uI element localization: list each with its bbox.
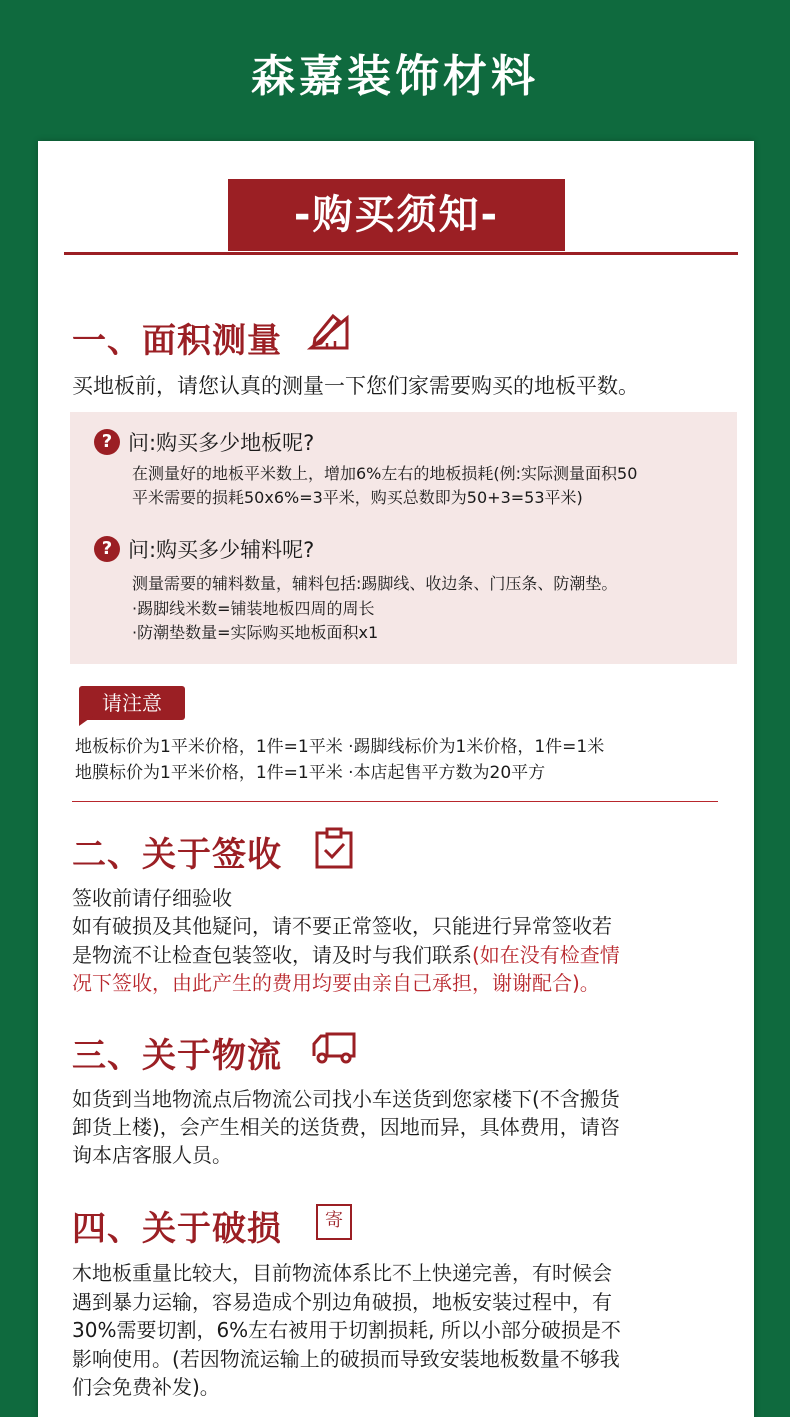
question-icon: ? [94,429,120,455]
section2-line3-black: 是物流不让检查包装签收，请及时与我们联系 [72,943,472,967]
question-icon: ? [94,536,120,562]
section2-line3-red: (如在没有检查情 [472,943,620,967]
ruler-pencil-icon [305,308,353,352]
section4-title: 四、关于破损 [72,1209,282,1249]
notice-line: 地板标价为1平米价格，1件=1平米 ·踢脚线标价为1米价格，1件=1米 [75,737,605,757]
section-divider [72,801,718,802]
section4-line: 遇到暴力运输，容易造成个别边角破损，地板安装过程中，有 [72,1290,612,1314]
notice-line: 地膜标价为1平米价格，1件=1平米 ·本店起售平方数为20平方 [75,763,546,783]
purchase-notice-banner: -购买须知- [228,179,565,251]
section2-line: 签收前请仔细验收 [72,886,232,910]
notice-tag: 请注意 [79,686,185,720]
banner-underline [64,252,738,255]
faq-answer-1-line: 在测量好的地板平米数上，增加6%左右的地板损耗(例:实际测量面积50 [132,464,638,483]
faq-answer-1-line: 平米需要的损耗50x6%=3平米，购买总数即为50+3=53平米) [132,488,583,507]
delivery-truck-icon [311,1030,357,1066]
faq-question-1-text: 问:购买多少地板呢? [128,431,315,455]
faq-answer-2-line: 测量需要的辅料数量，辅料包括:踢脚线、收边条、门压条、防潮垫。 [132,574,618,593]
section4-line: 木地板重量比较大，目前物流体系比不上快递完善，有时候会 [72,1261,612,1285]
section3-line: 询本店客服人员。 [72,1143,232,1167]
clipboard-check-icon [314,826,354,870]
section2-line: 如有破损及其他疑问，请不要正常签收，只能进行异常签收若 [72,914,612,938]
mail-stamp-icon: 寄 [316,1204,352,1240]
section4-line: 们会免费补发)。 [72,1375,220,1399]
section3-line: 如货到当地物流点后物流公司找小车送货到您家楼下(不含搬货 [72,1087,620,1111]
section2-line [72,941,620,969]
section1-title: 一、面积测量 [72,321,282,361]
faq-question-2-text: 问:购买多少辅料呢? [128,538,315,562]
notice-tag-tail [79,716,93,726]
faq-question-2 [94,535,314,563]
faq-question-1 [94,428,314,456]
section4-line: 影响使用。(若因物流运输上的破损而导致安装地板数量不够我 [72,1347,620,1371]
section2-title: 二、关于签收 [72,835,282,875]
section4-line: 30%需要切割，6%左右被用于切割损耗, 所以小部分破损是不 [72,1318,621,1342]
faq-answer-2-line: ·防潮垫数量=实际购买地板面积x1 [132,623,379,642]
section1-intro: 买地板前，请您认真的测量一下您们家需要购买的地板平数。 [72,374,639,398]
section3-line: 卸货上楼)，会产生相关的送货费，因地而异，具体费用，请咨 [72,1115,620,1139]
store-title: 森嘉装饰材料 [251,51,539,102]
section3-title: 三、关于物流 [72,1036,282,1076]
faq-answer-2-line: ·踢脚线米数=铺装地板四周的周长 [132,599,375,618]
section2-line4-red: 况下签收，由此产生的费用均要由亲自己承担，谢谢配合)。 [72,971,600,995]
